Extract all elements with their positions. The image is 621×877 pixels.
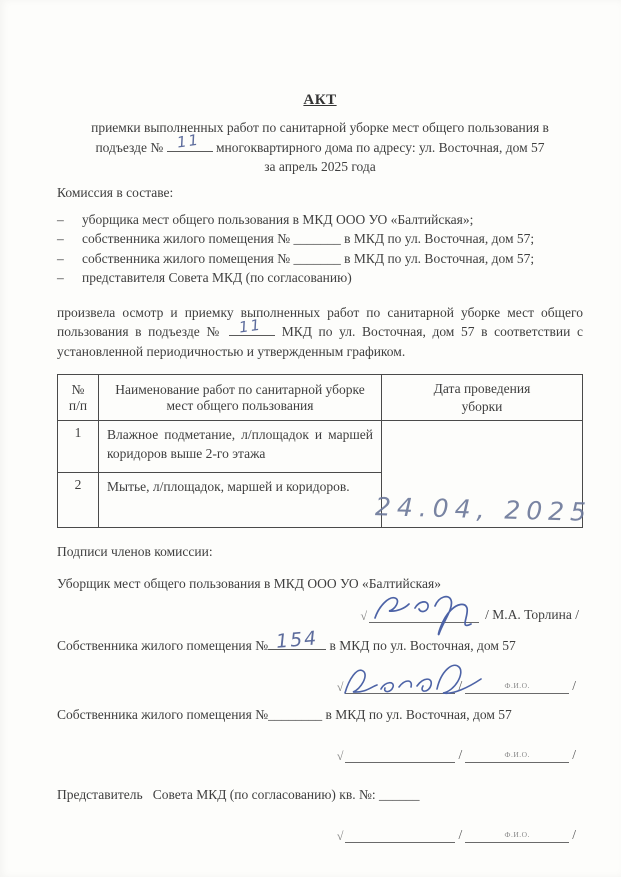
check-mark: √	[360, 609, 368, 623]
owner1-post: в МКД по ул. Восточная, дом 57	[329, 638, 516, 653]
document-content	[57, 92, 593, 843]
row2-work: Мытье, л/площадок, маршей и коридоров.	[99, 473, 382, 528]
intro-line2-post: многоквартирного дома по адресу: ул. Восточная, дом 57	[216, 139, 545, 155]
table-row	[58, 421, 583, 473]
cleaner-typed-name: / М.А. Торлина /	[485, 607, 579, 622]
owner2-fio-blank	[465, 748, 569, 763]
header-work: Наименование работ по санитарной уборке мест общего пользования	[99, 375, 382, 421]
inspection-paragraph	[57, 303, 583, 362]
list-dash: –	[57, 231, 64, 246]
table-header-row	[58, 375, 583, 421]
list-dash: –	[57, 250, 64, 266]
slash-separator: /	[458, 678, 463, 693]
document-title	[57, 92, 583, 109]
row1-num: 1	[58, 421, 99, 473]
check-mark: √	[336, 749, 344, 763]
handwritten-entrance-number: 11	[175, 130, 201, 152]
representative-line: Представитель Совета МКД (по согласованию) кв. №: ______	[57, 787, 420, 802]
commission-member	[57, 268, 583, 288]
fio-label: Ф.И.О.	[504, 830, 530, 839]
owner2-signature-row	[57, 747, 579, 763]
header-date-text: Дата проведения уборки	[433, 380, 531, 414]
slash-separator: /	[572, 678, 576, 693]
commission-member	[57, 249, 583, 269]
owner2-signature-blank	[345, 748, 455, 763]
representative-signature-blank	[345, 828, 455, 843]
cleaner-title-line: Уборщик мест общего пользования в МКД ООО УО «Балтийская»	[57, 576, 441, 591]
fio-label: Ф.И.О.	[504, 750, 530, 759]
inspection-pre: произвела осмотр и приемку выполненных работ по санитарной уборке мест общего пользования в подъезде №	[57, 304, 583, 339]
intro-paragraph	[57, 118, 583, 177]
owner2-line: Собственника жилого помещения №________ в МКД по ул. Восточная, дом 57	[57, 707, 512, 722]
owner1-signature-blank	[345, 679, 455, 694]
intro-line3: за апрель 2025 года	[264, 159, 376, 174]
commission-member	[57, 210, 583, 230]
handwritten-entrance-number-2: 11	[237, 314, 264, 337]
commission-member	[57, 229, 583, 249]
header-num: № п/п	[58, 375, 99, 421]
date-cell	[374, 421, 593, 528]
member-text: собственника жилого помещения № _______ в МКД по ул. Восточная, дом 57;	[82, 231, 535, 246]
header-date	[382, 375, 583, 421]
member-text: уборщика мест общего пользования в МКД ООО УО «Балтийская»;	[82, 211, 474, 227]
slash-separator: /	[572, 747, 576, 762]
commission-members-list	[57, 210, 583, 288]
representative-fio-blank	[465, 828, 569, 843]
owner1-apartment-blank	[268, 627, 326, 653]
works-table	[57, 374, 593, 528]
slash-separator: /	[458, 827, 463, 842]
handwritten-cleaning-date: 24.04, 2025	[374, 492, 593, 527]
intro-line2-pre: подъезде №	[95, 139, 164, 155]
check-mark: √	[336, 680, 344, 694]
list-dash: –	[57, 211, 64, 227]
owner1-fio-blank	[465, 679, 569, 694]
row1-work: Влажное подметание, л/площадок и маршей коридоров выше 2-го этажа	[99, 421, 382, 473]
slash-separator: /	[572, 827, 576, 842]
fio-label: Ф.И.О.	[504, 681, 530, 690]
cleaner-signature-row	[57, 607, 579, 623]
signatures-heading: Подписи членов комиссии:	[57, 544, 213, 559]
entrance-number-blank-2	[229, 314, 275, 337]
commission-heading: Комиссия в составе:	[57, 184, 174, 200]
title-text: АКТ	[303, 92, 337, 108]
intro-line1: приемки выполненных работ по санитарной уборке мест общего пользования в	[91, 120, 549, 135]
cleaner-signature-blank	[369, 608, 479, 623]
inspection-post: МКД по ул. Восточная, дом 57 в соответствии с установленной периодичностью и утвержденным графиком.	[57, 324, 583, 359]
representative-signature-row	[57, 827, 579, 843]
list-dash: –	[57, 270, 64, 285]
cleaner-signature-ink	[365, 584, 487, 638]
row2-num: 2	[58, 473, 99, 528]
owner1-signature-row	[57, 678, 579, 694]
member-text: представителя Совета МКД (по согласованию)	[82, 270, 352, 285]
handwritten-apartment-number: 154	[275, 627, 320, 653]
slash-separator: /	[458, 747, 463, 762]
entrance-number-blank	[167, 130, 213, 152]
check-mark: √	[336, 829, 344, 843]
owner1-line	[57, 627, 583, 654]
member-text: собственника жилого помещения № _______ в МКД по ул. Восточная, дом 57;	[82, 250, 535, 266]
owner1-pre: Собственника жилого помещения №	[57, 638, 269, 653]
